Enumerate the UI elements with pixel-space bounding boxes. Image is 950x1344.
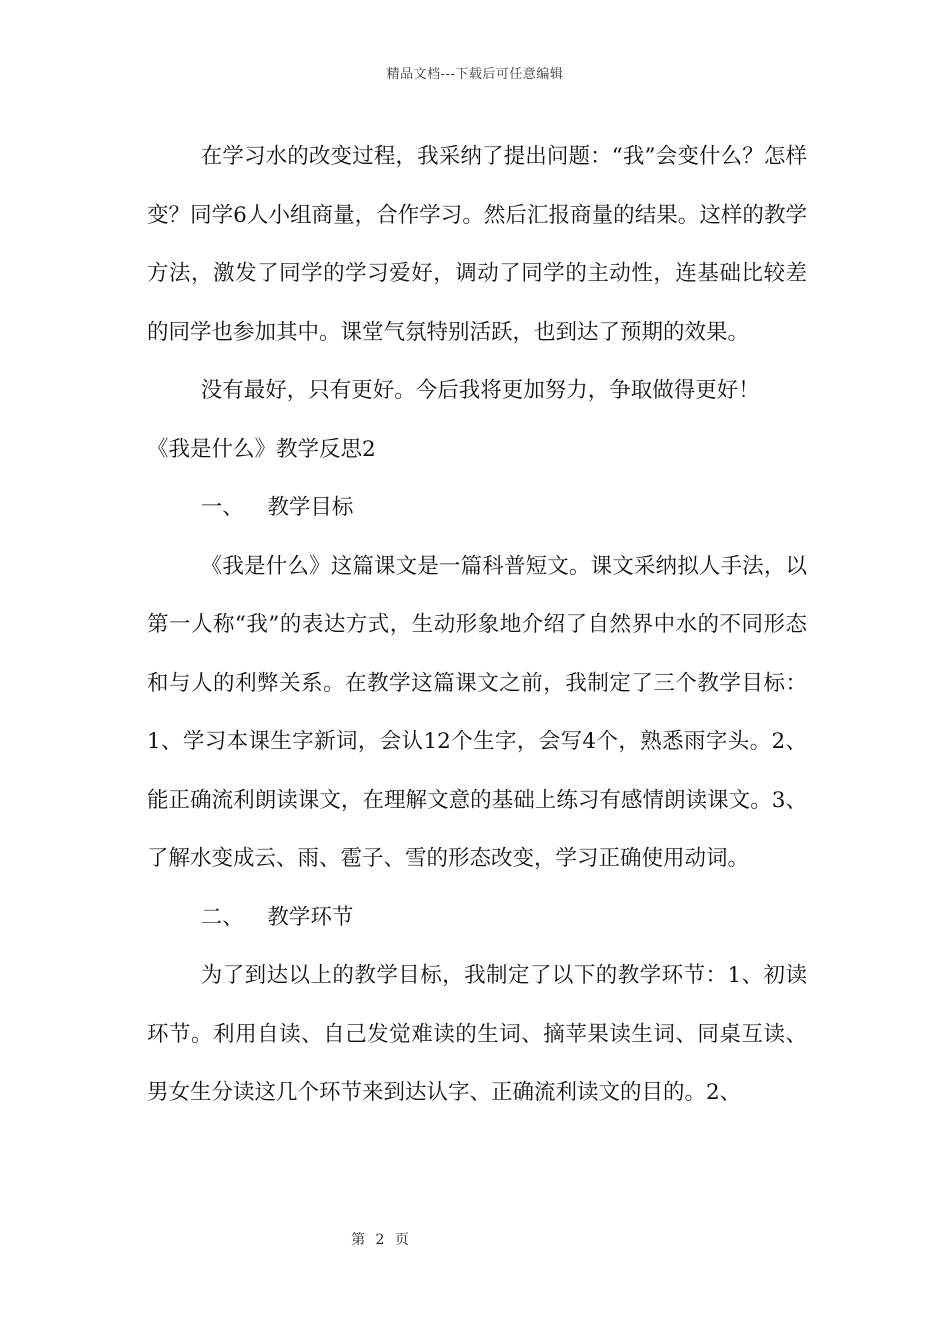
heading-teaching-steps <box>147 889 807 948</box>
heading-number: 二、 <box>200 904 244 930</box>
page-header: 精品文档---下载后可任意编辑 <box>386 67 564 82</box>
heading-text: 教学环节 <box>267 904 354 930</box>
paragraph-water-change: 在学习水的改变过程，我采纳了提出问题：“我”会变什么？怎样变？同学6人小组商量，合作学习。然后汇报商量的结果。这样的教学方法，激发了同学的学习爱好，调动了同学的主动性，连基础比较差的同学也参加其中。课堂气氛特别活跃，也到达了预期的效果。 <box>147 144 807 345</box>
heading-text: 教学目标 <box>267 495 354 520</box>
page-label-prefix: 第 <box>351 1232 366 1248</box>
page-number: 2 <box>375 1232 385 1248</box>
paragraph-teaching-goals: 《我是什么》这篇课文是一篇科普短文。课文采纳拟人手法，以第一人称“我”的表达方式，生动形象地介绍了自然界中水的不同形态和与人的利弊关系。在教学这篇课文之前，我制定了三个教学目标：1、学习本课生字新词，会认12个生字，会写4个，熟悉雨字头。2、能正确流利朗读课文，在理解文意的基础上练习有感情朗读课文。3、了解水变成云、雨、雹子、雪的形态改变，学习正确使用动词。 <box>147 553 807 871</box>
page-label-suffix: 页 <box>394 1232 409 1248</box>
page-footer <box>0 1229 760 1249</box>
section-title: 《我是什么》教学反思2 <box>147 436 376 462</box>
heading-teaching-goals <box>147 479 807 538</box>
document-body <box>147 128 807 1123</box>
paragraph-teaching-steps: 为了到达以上的教学目标，我制定了以下的教学环节：1、初读环节。利用自读、自己发觉难读的生词、摘苹果读生词、同桌互读、男女生分读这几个环节来到达认字、正确流利读文的目的。2、 <box>147 963 807 1105</box>
heading-number: 一、 <box>200 495 244 520</box>
paragraph-conclusion: 没有最好，只有更好。今后我将更加努力，争取做得更好！ <box>200 378 760 403</box>
